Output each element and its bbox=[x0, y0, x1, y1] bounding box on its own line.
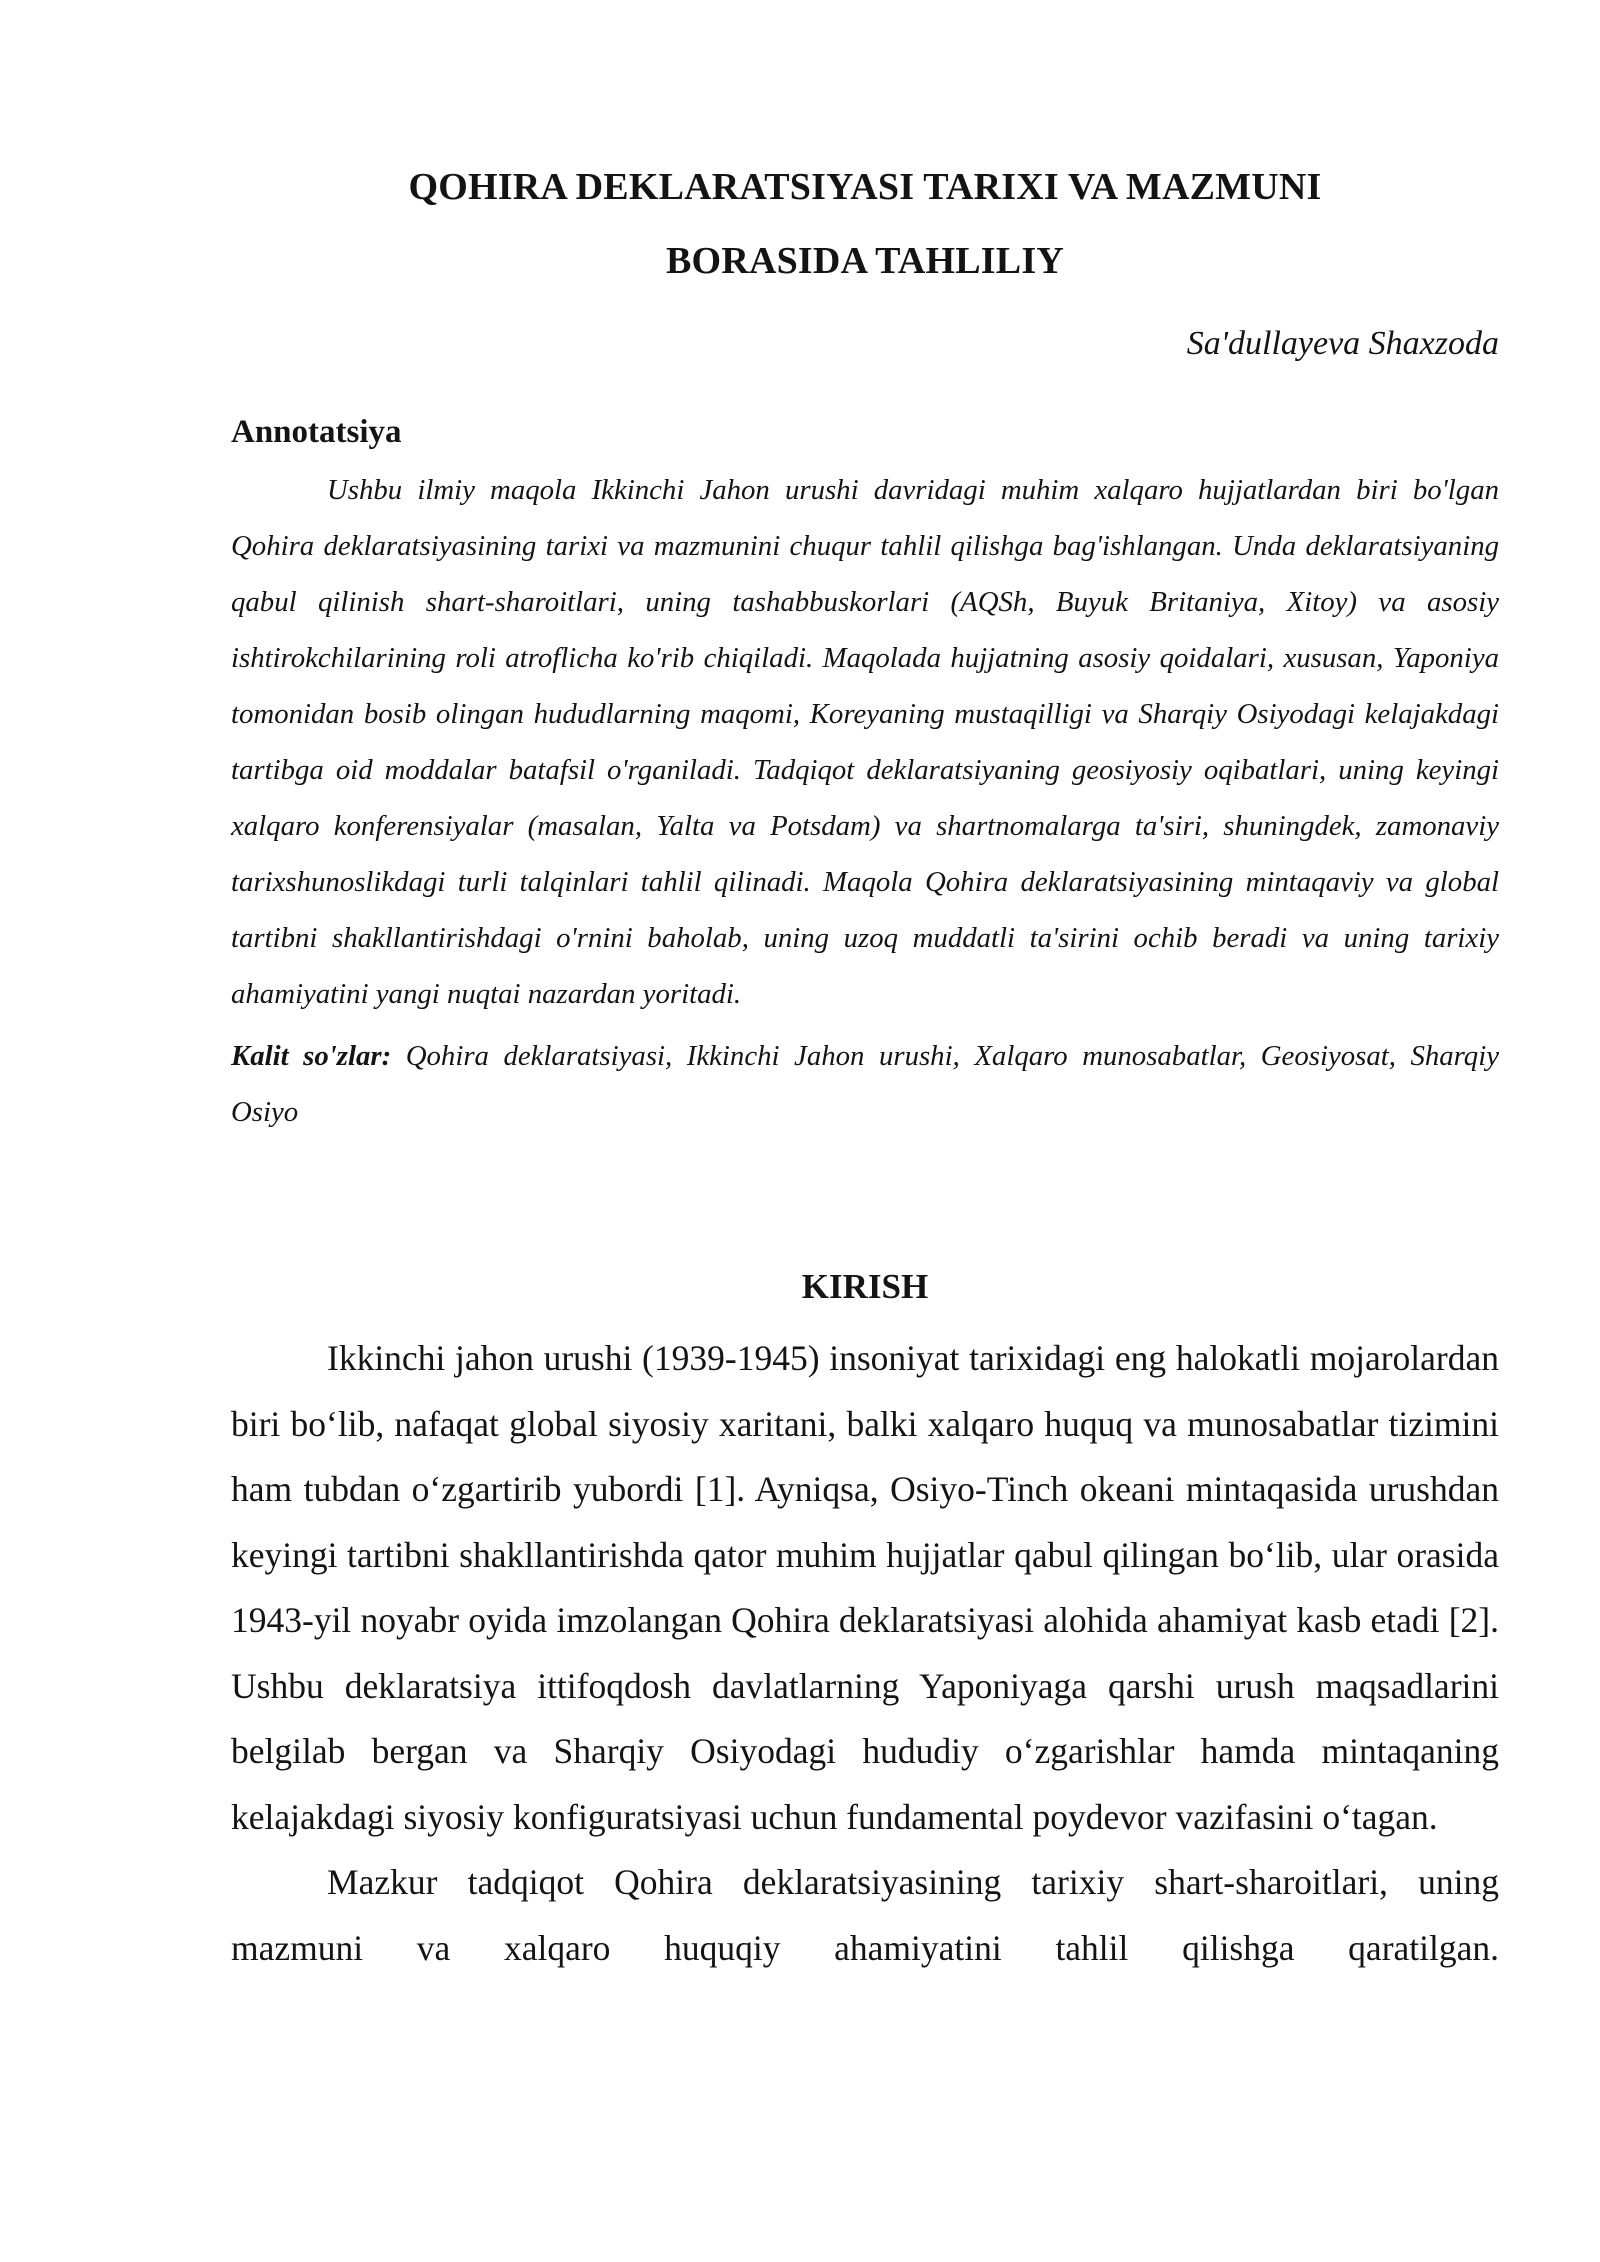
document-title bbox=[231, 150, 1499, 298]
author-name: Sa'dullayeva Shaxzoda bbox=[1186, 325, 1499, 362]
introduction-paragraph-2: Mazkur tadqiqot Qohira deklaratsiyasining tarixiy shart-sharoitlari, uning mazmuni va xalqaro huquqiy ahamiyatini tahlil qilishga qaratilgan. bbox=[231, 1862, 1499, 1968]
introduction-paragraph-1: Ikkinchi jahon urushi (1939-1945) insoniyat tarixidagi eng halokatli mojarolardan biri bo‘lib, nafaqat global siyosiy xaritani, balki xalqaro huquq va munosabatlar tizimini ham tubdan o‘zgartirib yubordi [1]. Ayniqsa, Osiyo-Tinch okeani mintaqasida urushdan keyingi tartibni shakllantirishda qator muhim hujjatlar qabul qilingan bo‘lib, ular orasida 1943-yil noyabr oyida imzolangan Qohira deklaratsiyasi alohida ahamiyat kasb etadi [2]. Ushbu deklaratsiya ittifoqdosh davlatlarning Yaponiyaga qarshi urush maqsadlarini belgilab bergan va Sharqiy Osiyodagi hududiy o‘zgarishlar hamda mintaqaning kelajakdagi siyosiy konfiguratsiyasi uchun fundamental poydevor vazifasini o‘tagan. bbox=[231, 1338, 1499, 1837]
annotation-heading: Annotatsiya bbox=[231, 414, 402, 450]
title-line-2: BORASIDA TAHLILIY bbox=[666, 240, 1064, 282]
document-page bbox=[231, 150, 1499, 1981]
keywords-label: Kalit so'zlar: bbox=[231, 1040, 392, 1072]
title-line-1: QOHIRA DEKLARATSIYASI TARIXI VA MAZMUNI bbox=[408, 166, 1322, 208]
keywords bbox=[231, 1028, 1499, 1140]
introduction-heading: KIRISH bbox=[801, 1267, 929, 1306]
keywords-text: Qohira deklaratsiyasi, Ikkinchi Jahon urushi, Xalqaro munosabatlar, Geosiyosat, Sharqiy Osiyo bbox=[231, 1040, 1499, 1128]
annotation-text: Ushbu ilmiy maqola Ikkinchi Jahon urushi davridagi muhim xalqaro hujjatlardan biri bo'lgan Qohira deklaratsiyasining tarixi va mazmunini chuqur tahlil qilishga bag'ishlangan. Unda deklaratsiyaning qabul qilinish shart-sharoitlari, uning tashabbuskorlari (AQSh, Buyuk Britaniya, Xitoy) va asosiy ishtirokchilarining roli atroflicha ko'rib chiqiladi. Maqolada hujjatning asosiy qoidalari, xususan, Yaponiya tomonidan bosib olingan hududlarning maqomi, Koreyaning mustaqilligi va Sharqiy Osiyodagi kelajakdagi tartibga oid moddalar batafsil o'rganiladi. Tadqiqot deklaratsiyaning geosiyosiy oqibatlari, uning keyingi xalqaro konferensiyalar (masalan, Yalta va Potsdam) va shartnomalarga ta'siri, shuningdek, zamonaviy tarixshunoslikdagi turli talqinlari tahlil qilinadi. Maqola Qohira deklaratsiyasining mintaqaviy va global tartibni shakllantirishdagi o'rnini baholab, uning uzoq muddatli ta'sirini ochib beradi va uning tarixiy ahamiyatini yangi nuqtai nazardan yoritadi. bbox=[231, 474, 1499, 1010]
